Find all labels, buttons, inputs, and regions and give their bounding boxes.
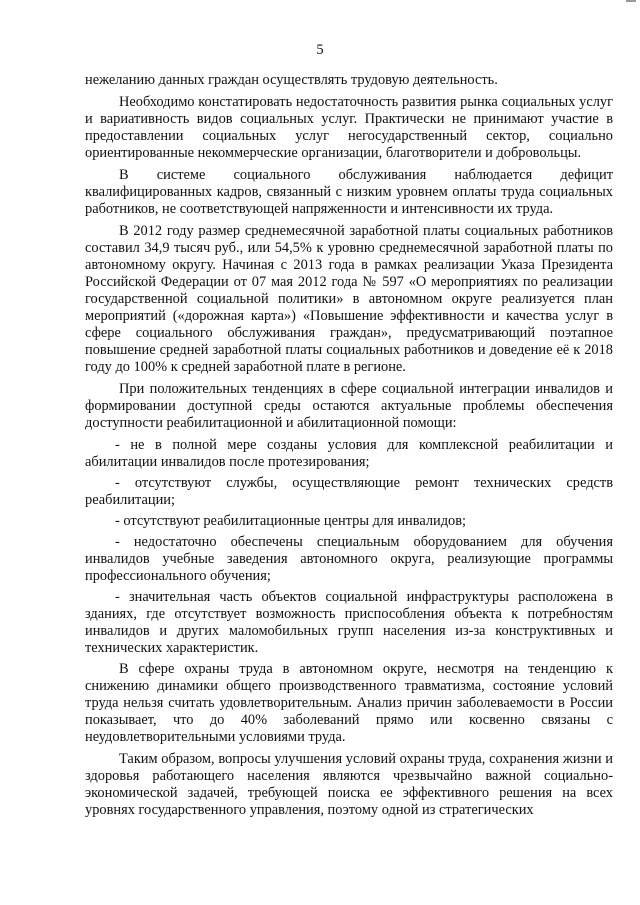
document-body — [85, 72, 613, 824]
list-item: - отсутствуют службы, осуществляющие ремонт технических средств реабилитации; — [85, 475, 613, 508]
paragraph-continuation: нежеланию данных граждан осуществлять трудовую деятельность. — [85, 72, 498, 88]
list-item: - не в полной мере созданы условия для комплексной реабилитации и абилитации инвалидов после протезирования; — [85, 437, 613, 470]
paragraph-staff-shortage: В системе социального обслуживания наблюдается дефицит квалифицированных кадров, связанный с низким уровнем оплаты труда социальных работников, не соответствующей напряженности и интенсивности их труда. — [85, 167, 613, 217]
list-item: - недостаточно обеспечены специальным оборудованием для обучения инвалидов учебные заведения автономного округа, реализующие программы профессионального обучения; — [85, 534, 613, 584]
page-number: 5 — [316, 42, 324, 58]
paragraph-labor-protection: В сфере охраны труда в автономном округе, несмотря на тенденцию к снижению динамики общего производственного травматизма, состояние условий труда нельзя считать удовлетворительным. Анализ причин заболеваемости в России показывает, что до 40% заболеваний прямо или косвенно связаны с неудовлетворительными условиями труда. — [85, 661, 613, 745]
list-item: - значительная часть объектов социальной инфраструктуры расположена в зданиях, где отсутствует возможность приспособления объекта к потребностям инвалидов и других маломобильных групп населения из-за конструктивных и технических характеристик. — [85, 589, 613, 656]
scan-edge-mark — [626, 0, 636, 2]
paragraph-disability-integration: При положительных тенденциях в сфере социальной интеграции инвалидов и формировании доступной среды остаются актуальные проблемы обеспечения доступности реабилитационной и абилитационной помощи: — [85, 381, 613, 431]
list-item: - отсутствуют реабилитационные центры для инвалидов; — [115, 513, 467, 529]
paragraph-conclusion: Таким образом, вопросы улучшения условий охраны труда, сохранения жизни и здоровья работающего населения являются чрезвычайно важной социально-экономической задачей, требующей поиска ее эффективного решения на всех уровнях государственного управления, поэтому одной из стратегических — [85, 751, 613, 818]
paragraph-social-services-market: Необходимо констатировать недостаточность развития рынка социальных услуг и вариативность видов социальных услуг. Практически не принимают участие в предоставлении социальных услуг негосударственный сектор, социально ориентированные некоммерческие организации, благотворители и добровольцы. — [85, 94, 613, 161]
paragraph-salary-2012: В 2012 году размер среднемесячной заработной платы социальных работников составил 34,9 тысяч руб., или 54,5% к уровню среднемесячной заработной платы по автономному округу. Начиная с 2013 года в рамках реализации Указа Президента Российской Федерации от 07 мая 2012 года № 597 «О мероприятиях по реализации государственной социальной политики» в автономном округе реализуется план мероприятий («дорожная карта») «Повышение эффективности и качества услуг в сфере социального обслуживания граждан», предусматривающий поэтапное повышение средней заработной платы социальных работников и доведение её к 2018 году до 100% к средней заработной плате в регионе. — [85, 223, 613, 375]
